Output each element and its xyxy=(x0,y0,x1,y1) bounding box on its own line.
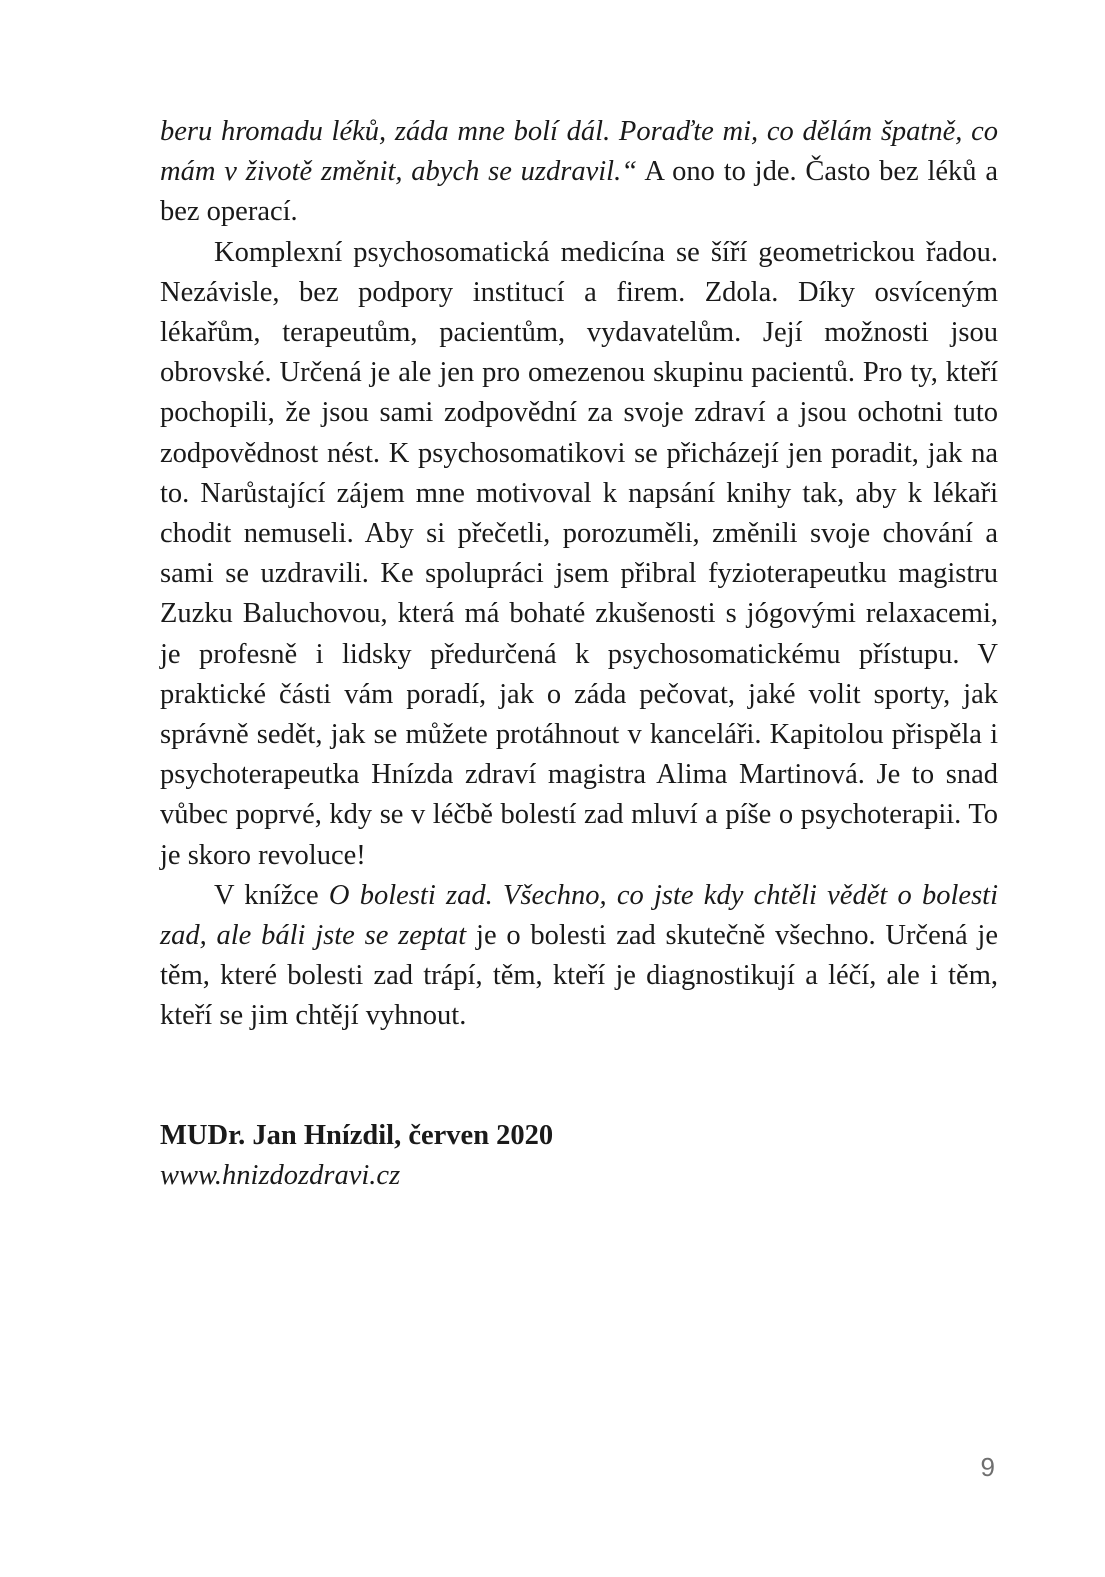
body-text xyxy=(160,112,998,1037)
book-title: O bolesti zad. Všechno, co jste kdy chtěli vědět o bolesti zad, ale báli jste se zeptat xyxy=(160,879,998,952)
paragraph-3 xyxy=(160,876,998,1037)
page-number: 9 xyxy=(980,1452,995,1482)
author-website: www.hnizdozdravi.cz xyxy=(160,1160,401,1192)
paragraph-3-lead: V knížce xyxy=(214,879,329,911)
quote-text: beru hromadu léků, záda mne bolí dál. Poraďte mi, co dělám špatně, co mám v životě změnit, abych se uzdravil.“ xyxy=(160,116,998,188)
paragraph-3-rest: je o bolesti zad skutečně všechno. Určená je těm, které bolesti zad trápí, těm, kteří je diagnostikují a léčí, ale i těm, kteří se jim chtějí vyhnout. xyxy=(160,920,998,1032)
signature-block xyxy=(160,1116,998,1196)
author-signature: MUDr. Jan Hnízdil, červen 2020 xyxy=(160,1120,554,1151)
paragraph-1 xyxy=(160,112,998,233)
paragraph-2: Komplexní psychosomatická medicína se šíří geometrickou řadou. Nezávisle, bez podpory institucí a firem. Zdola. Díky osvíceným lékařům, terapeutům, pacientům, vydavatelům. Její možnosti jsou obrovské. Určená je ale jen pro omezenou skupinu pacientů. Pro ty, kteří pochopili, že jsou sami zodpovědní za svoje zdraví a jsou ochotni tuto zodpovědnost nést. K psychosomatikovi se přicházejí jen poradit, jak na to. Narůstající zájem mne motivoval k napsání knihy tak, aby k lékaři chodit nemuseli. Aby si přečetli, porozuměli, změnili svoje chování a sami se uzdravili. Ke spolupráci jsem přibral fyzioterapeutku magistru Zuzku Baluchovou, která má bohaté zkušenosti s jógovými relaxacemi, je profesně i lidsky předurčená k psychosomatickému přístupu. V praktické části vám poradí, jak o záda pečovat, jaké volit sporty, jak správně sedět, jak se můžete protáhnout v kanceláři. Kapitolou přispěla i psychoterapeutka Hnízda zdraví magistra Alima Martinová. Je to snad vůbec poprvé, kdy se v léčbě bolestí zad mluví a píše o psychoterapii. To je skoro revoluce! xyxy=(160,236,998,871)
paragraph-1-tail: A ono to jde. Často bez léků a bez operací. xyxy=(160,156,999,228)
